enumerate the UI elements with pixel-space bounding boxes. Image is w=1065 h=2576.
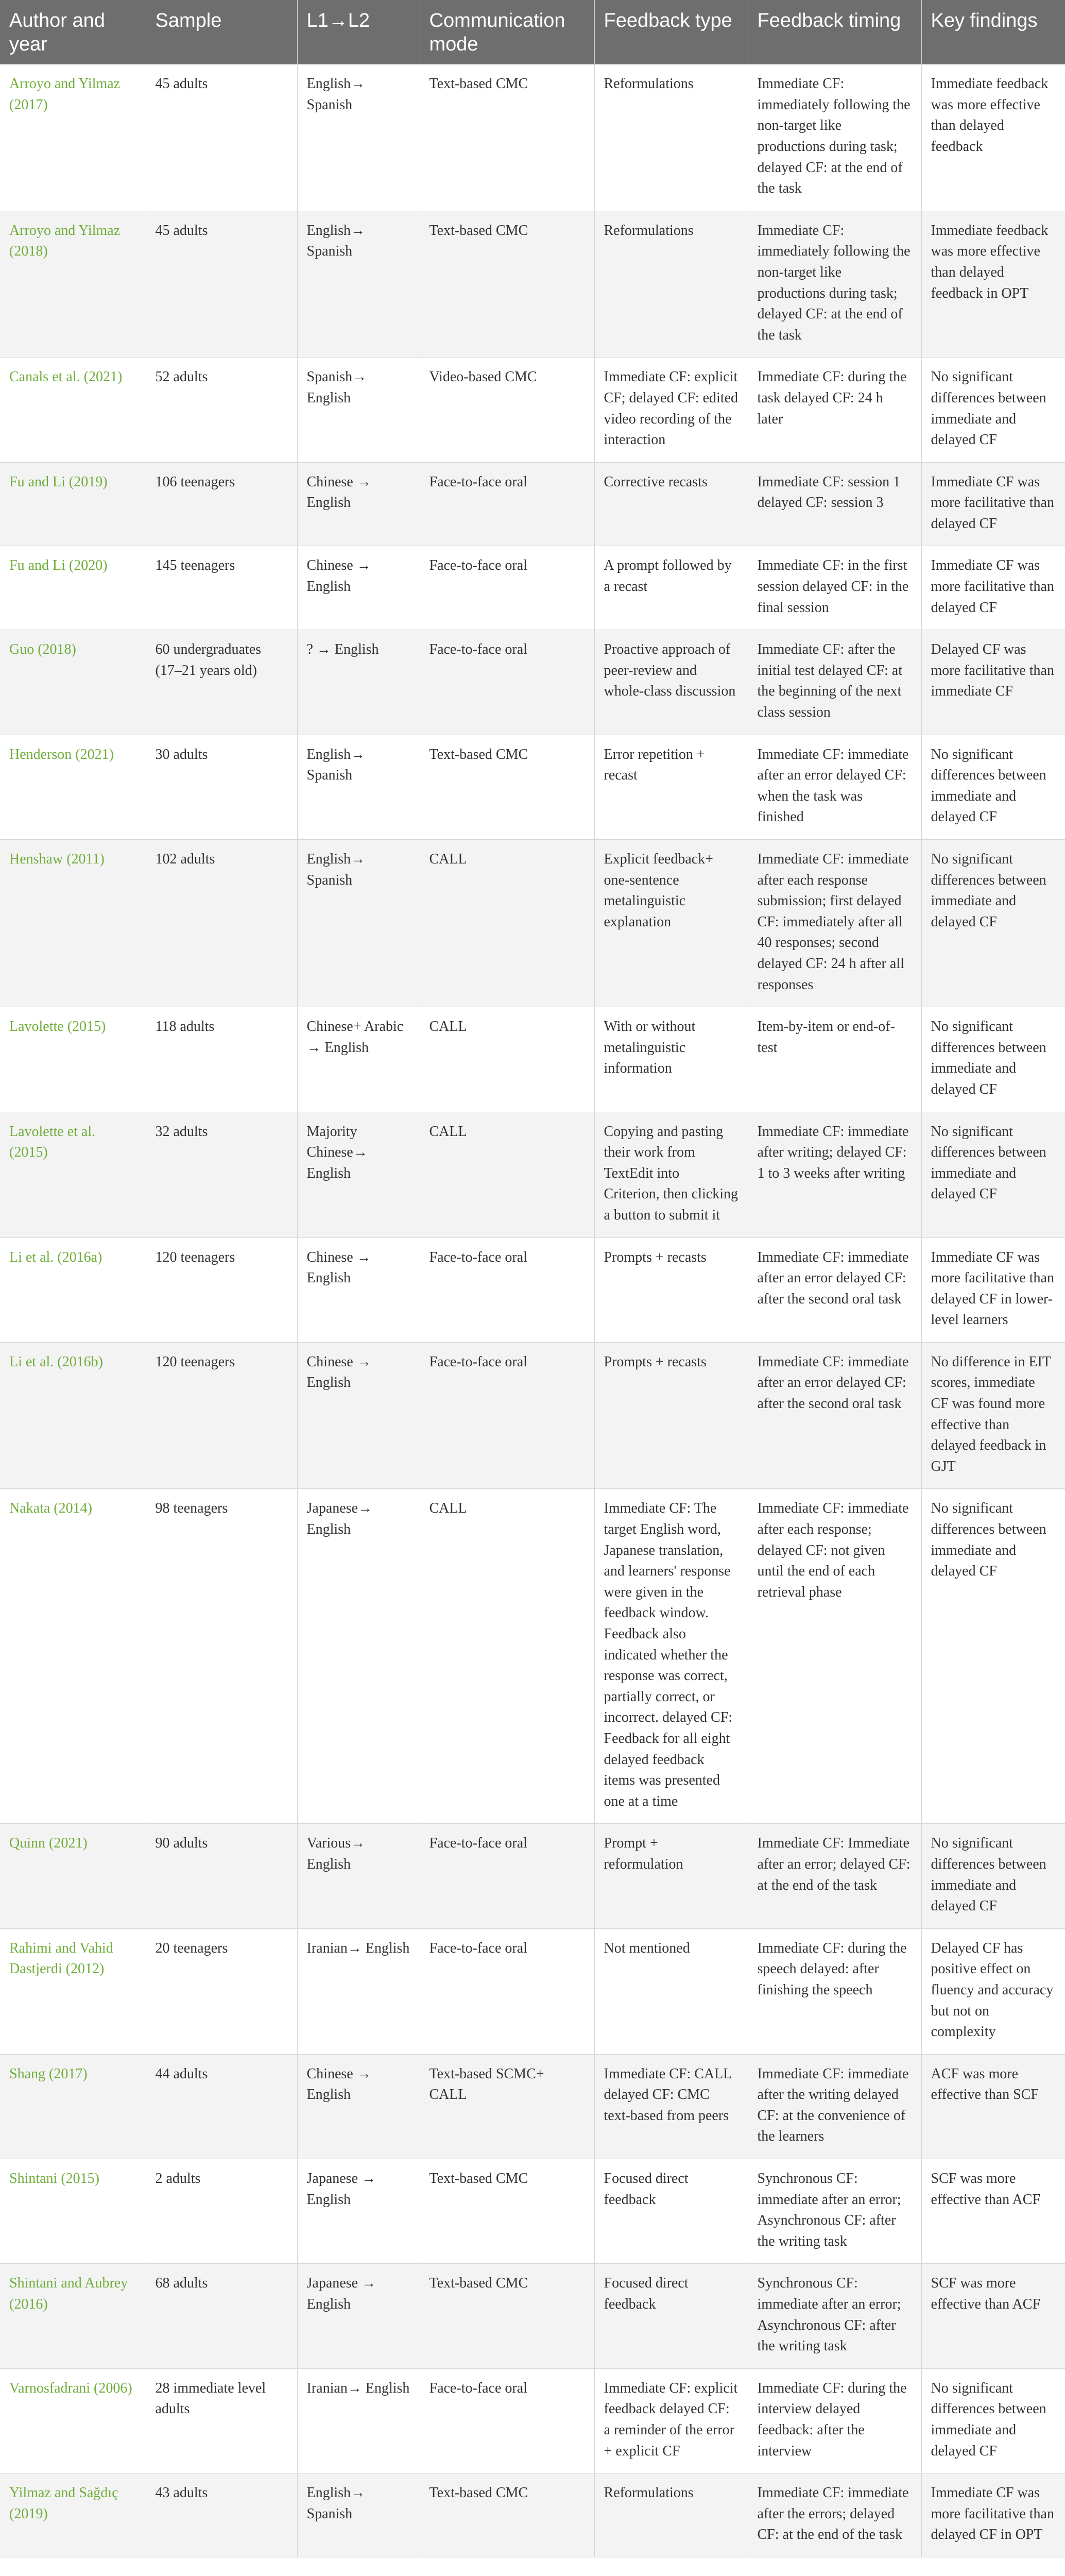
feedback-timing-cell: Immediate CF: immediately following the non-target like productions during task; delayed CF: at the end of the task	[748, 211, 921, 358]
table-row	[0, 1112, 1065, 1238]
feedback-type-cell: Focused direct feedback	[594, 2159, 748, 2264]
table-row	[0, 1824, 1065, 1928]
feedback-type-cell: Prompts + recasts	[594, 1238, 748, 1342]
author-link[interactable]: Henderson (2021)	[0, 735, 146, 839]
feedback-type-cell: Explicit feedback+ one-sentence metalinguistic explanation	[594, 840, 748, 1007]
languages-cell: Japanese→ English	[297, 1489, 420, 1824]
author-link[interactable]: Yilmaz and Sağdıç (2019)	[0, 2473, 146, 2557]
key-findings-cell: Immediate CF was more facilitative than delayed CF in lower-level learners	[921, 1238, 1065, 1342]
languages-cell: Iranian→ English	[297, 1928, 420, 2054]
feedback-timing-cell: Immediate CF: during the interview delayed feedback: after the interview	[748, 2368, 921, 2473]
author-link[interactable]: Quinn (2021)	[0, 1824, 146, 1928]
key-findings-cell: No significant differences between immediate and delayed CF	[921, 735, 1065, 839]
feedback-timing-cell: Immediate CF: immediate after writing; delayed CF: 1 to 3 weeks after writing	[748, 1112, 921, 1238]
mode-cell: Text-based CMC	[420, 2264, 594, 2368]
feedback-type-cell: Immediate CF: CALL delayed CF: CMC text-based from peers	[594, 2054, 748, 2159]
key-findings-cell: No significant differences between immediate and delayed CF	[921, 1489, 1065, 1824]
languages-cell: Various→ English	[297, 1824, 420, 1928]
feedback-type-cell: Corrective recasts	[594, 462, 748, 546]
feedback-timing-cell: Immediate CF: during the speech delayed: after finishing the speech	[748, 1928, 921, 2054]
header-key-findings: Key findings	[921, 0, 1065, 64]
sample-cell: 52 adults	[146, 358, 297, 462]
mode-cell: Face-to-face oral	[420, 630, 594, 735]
table-row	[0, 1489, 1065, 1824]
key-findings-cell: Immediate CF was more facilitative than delayed CF	[921, 546, 1065, 630]
author-link[interactable]: Arroyo and Yilmaz (2017)	[0, 64, 146, 211]
sample-cell: 20 teenagers	[146, 1928, 297, 2054]
feedback-timing-cell: Immediate CF: after the initial test delayed CF: at the beginning of the next class session	[748, 630, 921, 735]
table-row	[0, 1342, 1065, 1489]
sample-cell: 2 adults	[146, 2159, 297, 2264]
sample-cell: 102 adults	[146, 840, 297, 1007]
author-link[interactable]: Nakata (2014)	[0, 1489, 146, 1824]
sample-cell: 60 undergraduates (17–21 years old)	[146, 630, 297, 735]
mode-cell: Text-based CMC	[420, 2473, 594, 2557]
sample-cell: 30 adults	[146, 735, 297, 839]
feedback-timing-cell: Immediate CF: immediate after the writing delayed CF: at the convenience of the learners	[748, 2054, 921, 2159]
languages-cell: Japanese → English	[297, 2159, 420, 2264]
feedback-timing-cell: Immediate CF: session 1 delayed CF: session 3	[748, 462, 921, 546]
key-findings-cell: No significant differences between immediate and delayed CF	[921, 1112, 1065, 1238]
feedback-type-cell: Error repetition + recast	[594, 735, 748, 839]
feedback-timing-cell: Synchronous CF: immediate after an error; Asynchronous CF: after the writing task	[748, 2264, 921, 2368]
table-row	[0, 546, 1065, 630]
table-row	[0, 211, 1065, 358]
languages-cell: English→ Spanish	[297, 840, 420, 1007]
key-findings-cell: Immediate CF was more facilitative than delayed CF	[921, 462, 1065, 546]
mode-cell: Face-to-face oral	[420, 546, 594, 630]
table-row	[0, 2159, 1065, 2264]
feedback-timing-cell: Immediate CF: during the task delayed CF: 24 h later	[748, 358, 921, 462]
key-findings-cell: No significant differences between immediate and delayed CF	[921, 840, 1065, 1007]
sample-cell: 28 immediate level adults	[146, 2368, 297, 2473]
feedback-type-cell: Reformulations	[594, 64, 748, 211]
table-row	[0, 2368, 1065, 2473]
feedback-timing-cell: Immediate CF: immediately following the non-target like productions during task; delayed CF: at the end of the task	[748, 64, 921, 211]
header-mode: Communication mode	[420, 0, 594, 64]
key-findings-cell: SCF was more effective than ACF	[921, 2264, 1065, 2368]
sample-cell: 44 adults	[146, 2054, 297, 2159]
key-findings-cell: Immediate CF was more facilitative than delayed CF in OPT	[921, 2473, 1065, 2557]
header-feedback-type: Feedback type	[594, 0, 748, 64]
feedback-timing-cell: Immediate CF: immediate after an error delayed CF: after the second oral task	[748, 1342, 921, 1489]
table-row	[0, 2473, 1065, 2557]
languages-cell: English→ Spanish	[297, 211, 420, 358]
mode-cell: Video-based CMC	[420, 358, 594, 462]
mode-cell: Face-to-face oral	[420, 2368, 594, 2473]
sample-cell: 120 teenagers	[146, 1342, 297, 1489]
author-link[interactable]: Fu and Li (2019)	[0, 462, 146, 546]
header-l1l2: L1→L2	[297, 0, 420, 64]
author-link[interactable]: Lavolette et al. (2015)	[0, 1112, 146, 1238]
sample-cell: 45 adults	[146, 211, 297, 358]
feedback-type-cell: Immediate CF: The target English word, Japanese translation, and learners' response were given in the feedback window. Feedback also indicated whether the response was correct, partially correct, or incorrect. delayed CF: Feedback for all eight delayed feedback items was presented one at a time	[594, 1489, 748, 1824]
table-row	[0, 358, 1065, 462]
feedback-timing-cell: Item-by-item or end-of-test	[748, 1007, 921, 1112]
header-feedback-timing: Feedback timing	[748, 0, 921, 64]
key-findings-cell: Delayed CF has positive effect on fluency and accuracy but not on complexity	[921, 1928, 1065, 2054]
author-link[interactable]: Lavolette (2015)	[0, 1007, 146, 1112]
table-row	[0, 2054, 1065, 2159]
sample-cell: 32 adults	[146, 1112, 297, 1238]
sample-cell: 43 adults	[146, 2473, 297, 2557]
table-body	[0, 64, 1065, 2557]
feedback-type-cell: Not mentioned	[594, 1928, 748, 2054]
mode-cell: Text-based CMC	[420, 2159, 594, 2264]
languages-cell: Chinese → English	[297, 546, 420, 630]
mode-cell: CALL	[420, 1112, 594, 1238]
table-row	[0, 64, 1065, 211]
feedback-timing-cell: Immediate CF: immediate after the errors; delayed CF: at the end of the task	[748, 2473, 921, 2557]
author-link[interactable]: Shang (2017)	[0, 2054, 146, 2159]
feedback-type-cell: With or without metalinguistic information	[594, 1007, 748, 1112]
feedback-type-cell: Focused direct feedback	[594, 2264, 748, 2368]
author-link[interactable]: Henshaw (2011)	[0, 840, 146, 1007]
languages-cell: ? → English	[297, 630, 420, 735]
mode-cell: Face-to-face oral	[420, 1342, 594, 1489]
table-row	[0, 840, 1065, 1007]
mode-cell: Text-based CMC	[420, 735, 594, 839]
feedback-timing-cell: Immediate CF: immediate after each response submission; first delayed CF: immediately after all 40 responses; second delayed CF: 24 h after all responses	[748, 840, 921, 1007]
mode-cell: Face-to-face oral	[420, 462, 594, 546]
key-findings-cell: SCF was more effective than ACF	[921, 2159, 1065, 2264]
key-findings-cell: No significant differences between immediate and delayed CF	[921, 358, 1065, 462]
author-link[interactable]: Shintani and Aubrey (2016)	[0, 2264, 146, 2368]
table-row	[0, 1007, 1065, 1112]
feedback-timing-cell: Immediate CF: immediate after each response; delayed CF: not given until the end of each retrieval phase	[748, 1489, 921, 1824]
key-findings-cell: Immediate feedback was more effective than delayed feedback in OPT	[921, 211, 1065, 358]
table-header-row	[0, 0, 1065, 64]
header-sample: Sample	[146, 0, 297, 64]
languages-cell: Chinese → English	[297, 462, 420, 546]
feedback-type-cell: Copying and pasting their work from TextEdit into Criterion, then clicking a button to submit it	[594, 1112, 748, 1238]
author-link[interactable]: Li et al. (2016b)	[0, 1342, 146, 1489]
languages-cell: Japanese → English	[297, 2264, 420, 2368]
sample-cell: 68 adults	[146, 2264, 297, 2368]
sample-cell: 145 teenagers	[146, 546, 297, 630]
languages-cell: Majority Chinese→ English	[297, 1112, 420, 1238]
languages-cell: Spanish→ English	[297, 358, 420, 462]
feedback-timing-cell: Immediate CF: immediate after an error delayed CF: after the second oral task	[748, 1238, 921, 1342]
table-row	[0, 1238, 1065, 1342]
languages-cell: Chinese → English	[297, 1238, 420, 1342]
feedback-type-cell: Immediate CF: explicit CF; delayed CF: edited video recording of the interaction	[594, 358, 748, 462]
sample-cell: 118 adults	[146, 1007, 297, 1112]
feedback-type-cell: Prompt + reformulation	[594, 1824, 748, 1928]
author-link[interactable]: Li et al. (2016a)	[0, 1238, 146, 1342]
key-findings-cell: No difference in EIT scores, immediate CF was found more effective than delayed feedback in GJT	[921, 1342, 1065, 1489]
mode-cell: Text-based SCMC+ CALL	[420, 2054, 594, 2159]
mode-cell: Face-to-face oral	[420, 1824, 594, 1928]
mode-cell: CALL	[420, 840, 594, 1007]
author-link[interactable]: Guo (2018)	[0, 630, 146, 735]
mode-cell: CALL	[420, 1007, 594, 1112]
key-findings-cell: No significant differences between immediate and delayed CF	[921, 1824, 1065, 1928]
key-findings-cell: No significant differences between immediate and delayed CF	[921, 1007, 1065, 1112]
languages-cell: Chinese → English	[297, 1342, 420, 1489]
author-link[interactable]: Fu and Li (2020)	[0, 546, 146, 630]
table-row	[0, 2264, 1065, 2368]
sample-cell: 45 adults	[146, 64, 297, 211]
table-row	[0, 462, 1065, 546]
mode-cell: Text-based CMC	[420, 211, 594, 358]
author-link[interactable]: Canals et al. (2021)	[0, 358, 146, 462]
sample-cell: 98 teenagers	[146, 1489, 297, 1824]
key-findings-cell: Delayed CF was more facilitative than immediate CF	[921, 630, 1065, 735]
author-link[interactable]: Shintani (2015)	[0, 2159, 146, 2264]
table-row	[0, 735, 1065, 839]
header-author: Author and year	[0, 0, 146, 64]
languages-cell: English→ Spanish	[297, 64, 420, 211]
sample-cell: 90 adults	[146, 1824, 297, 1928]
languages-cell: Chinese+ Arabic → English	[297, 1007, 420, 1112]
mode-cell: Text-based CMC	[420, 64, 594, 211]
mode-cell: Face-to-face oral	[420, 1238, 594, 1342]
sample-cell: 120 teenagers	[146, 1238, 297, 1342]
feedback-timing-cell: Immediate CF: in the first session delayed CF: in the final session	[748, 546, 921, 630]
languages-cell: English→ Spanish	[297, 735, 420, 839]
feedback-type-cell: Reformulations	[594, 211, 748, 358]
key-findings-cell: Immediate feedback was more effective than delayed feedback	[921, 64, 1065, 211]
key-findings-cell: No significant differences between immediate and delayed CF	[921, 2368, 1065, 2473]
feedback-type-cell: Proactive approach of peer-review and whole-class discussion	[594, 630, 748, 735]
languages-cell: English→ Spanish	[297, 2473, 420, 2557]
languages-cell: Chinese → English	[297, 2054, 420, 2159]
feedback-type-cell: Immediate CF: explicit feedback delayed CF: a reminder of the error + explicit CF	[594, 2368, 748, 2473]
author-link[interactable]: Rahimi and Vahid Dastjerdi (2012)	[0, 1928, 146, 2054]
mode-cell: Face-to-face oral	[420, 1928, 594, 2054]
languages-cell: Iranian→ English	[297, 2368, 420, 2473]
key-findings-cell: ACF was more effective than SCF	[921, 2054, 1065, 2159]
mode-cell: CALL	[420, 1489, 594, 1824]
feedback-timing-cell: Synchronous CF: immediate after an error; Asynchronous CF: after the writing task	[748, 2159, 921, 2264]
feedback-type-cell: Prompts + recasts	[594, 1342, 748, 1489]
sample-cell: 106 teenagers	[146, 462, 297, 546]
table-row	[0, 630, 1065, 735]
feedback-type-cell: A prompt followed by a recast	[594, 546, 748, 630]
author-link[interactable]: Varnosfadrani (2006)	[0, 2368, 146, 2473]
feedback-timing-cell: Immediate CF: Immediate after an error; delayed CF: at the end of the task	[748, 1824, 921, 1928]
table-row	[0, 1928, 1065, 2054]
feedback-timing-cell: Immediate CF: immediate after an error delayed CF: when the task was finished	[748, 735, 921, 839]
feedback-type-cell: Reformulations	[594, 2473, 748, 2557]
author-link[interactable]: Arroyo and Yilmaz (2018)	[0, 211, 146, 358]
